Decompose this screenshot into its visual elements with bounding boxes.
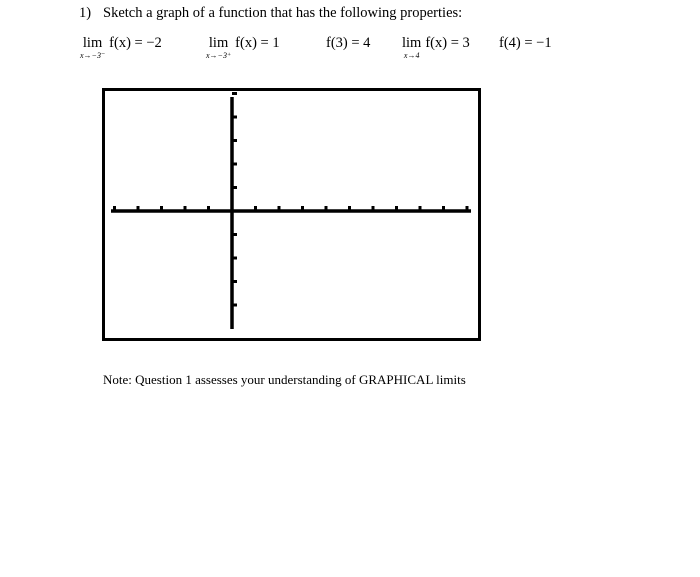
lim-operator: lim (82, 35, 103, 51)
question-line (79, 5, 462, 22)
value-expression: f(3) = 4 (326, 35, 371, 51)
lim-operator: lim (402, 35, 422, 51)
property-limit-4 (402, 36, 470, 60)
property-left-limit-minus3 (80, 36, 162, 60)
question-text: Sketch a graph of a function that has the following properties: (103, 5, 463, 21)
lim-subscript: x→−3⁻ (80, 51, 106, 60)
question-number: 1) (79, 5, 92, 21)
property-value-f3 (326, 36, 370, 51)
lim-expression: f(x) = 3 (425, 35, 470, 51)
value-expression: f(4) = −1 (499, 35, 552, 51)
property-right-limit-minus3 (206, 36, 280, 60)
axis-ticks (115, 94, 468, 306)
lim-subscript: x→4 (403, 51, 420, 60)
lim-expression: f(x) = 1 (235, 35, 280, 51)
coordinate-axes (105, 91, 478, 338)
lim-expression: f(x) = −2 (109, 35, 162, 51)
property-value-f4 (499, 36, 552, 51)
note-text: Note: Question 1 assesses your understanding of GRAPHICAL limits (103, 372, 466, 387)
lim-subscript: x→−3⁺ (206, 51, 232, 60)
graph-area[interactable] (102, 88, 481, 341)
lim-operator: lim (208, 35, 229, 51)
